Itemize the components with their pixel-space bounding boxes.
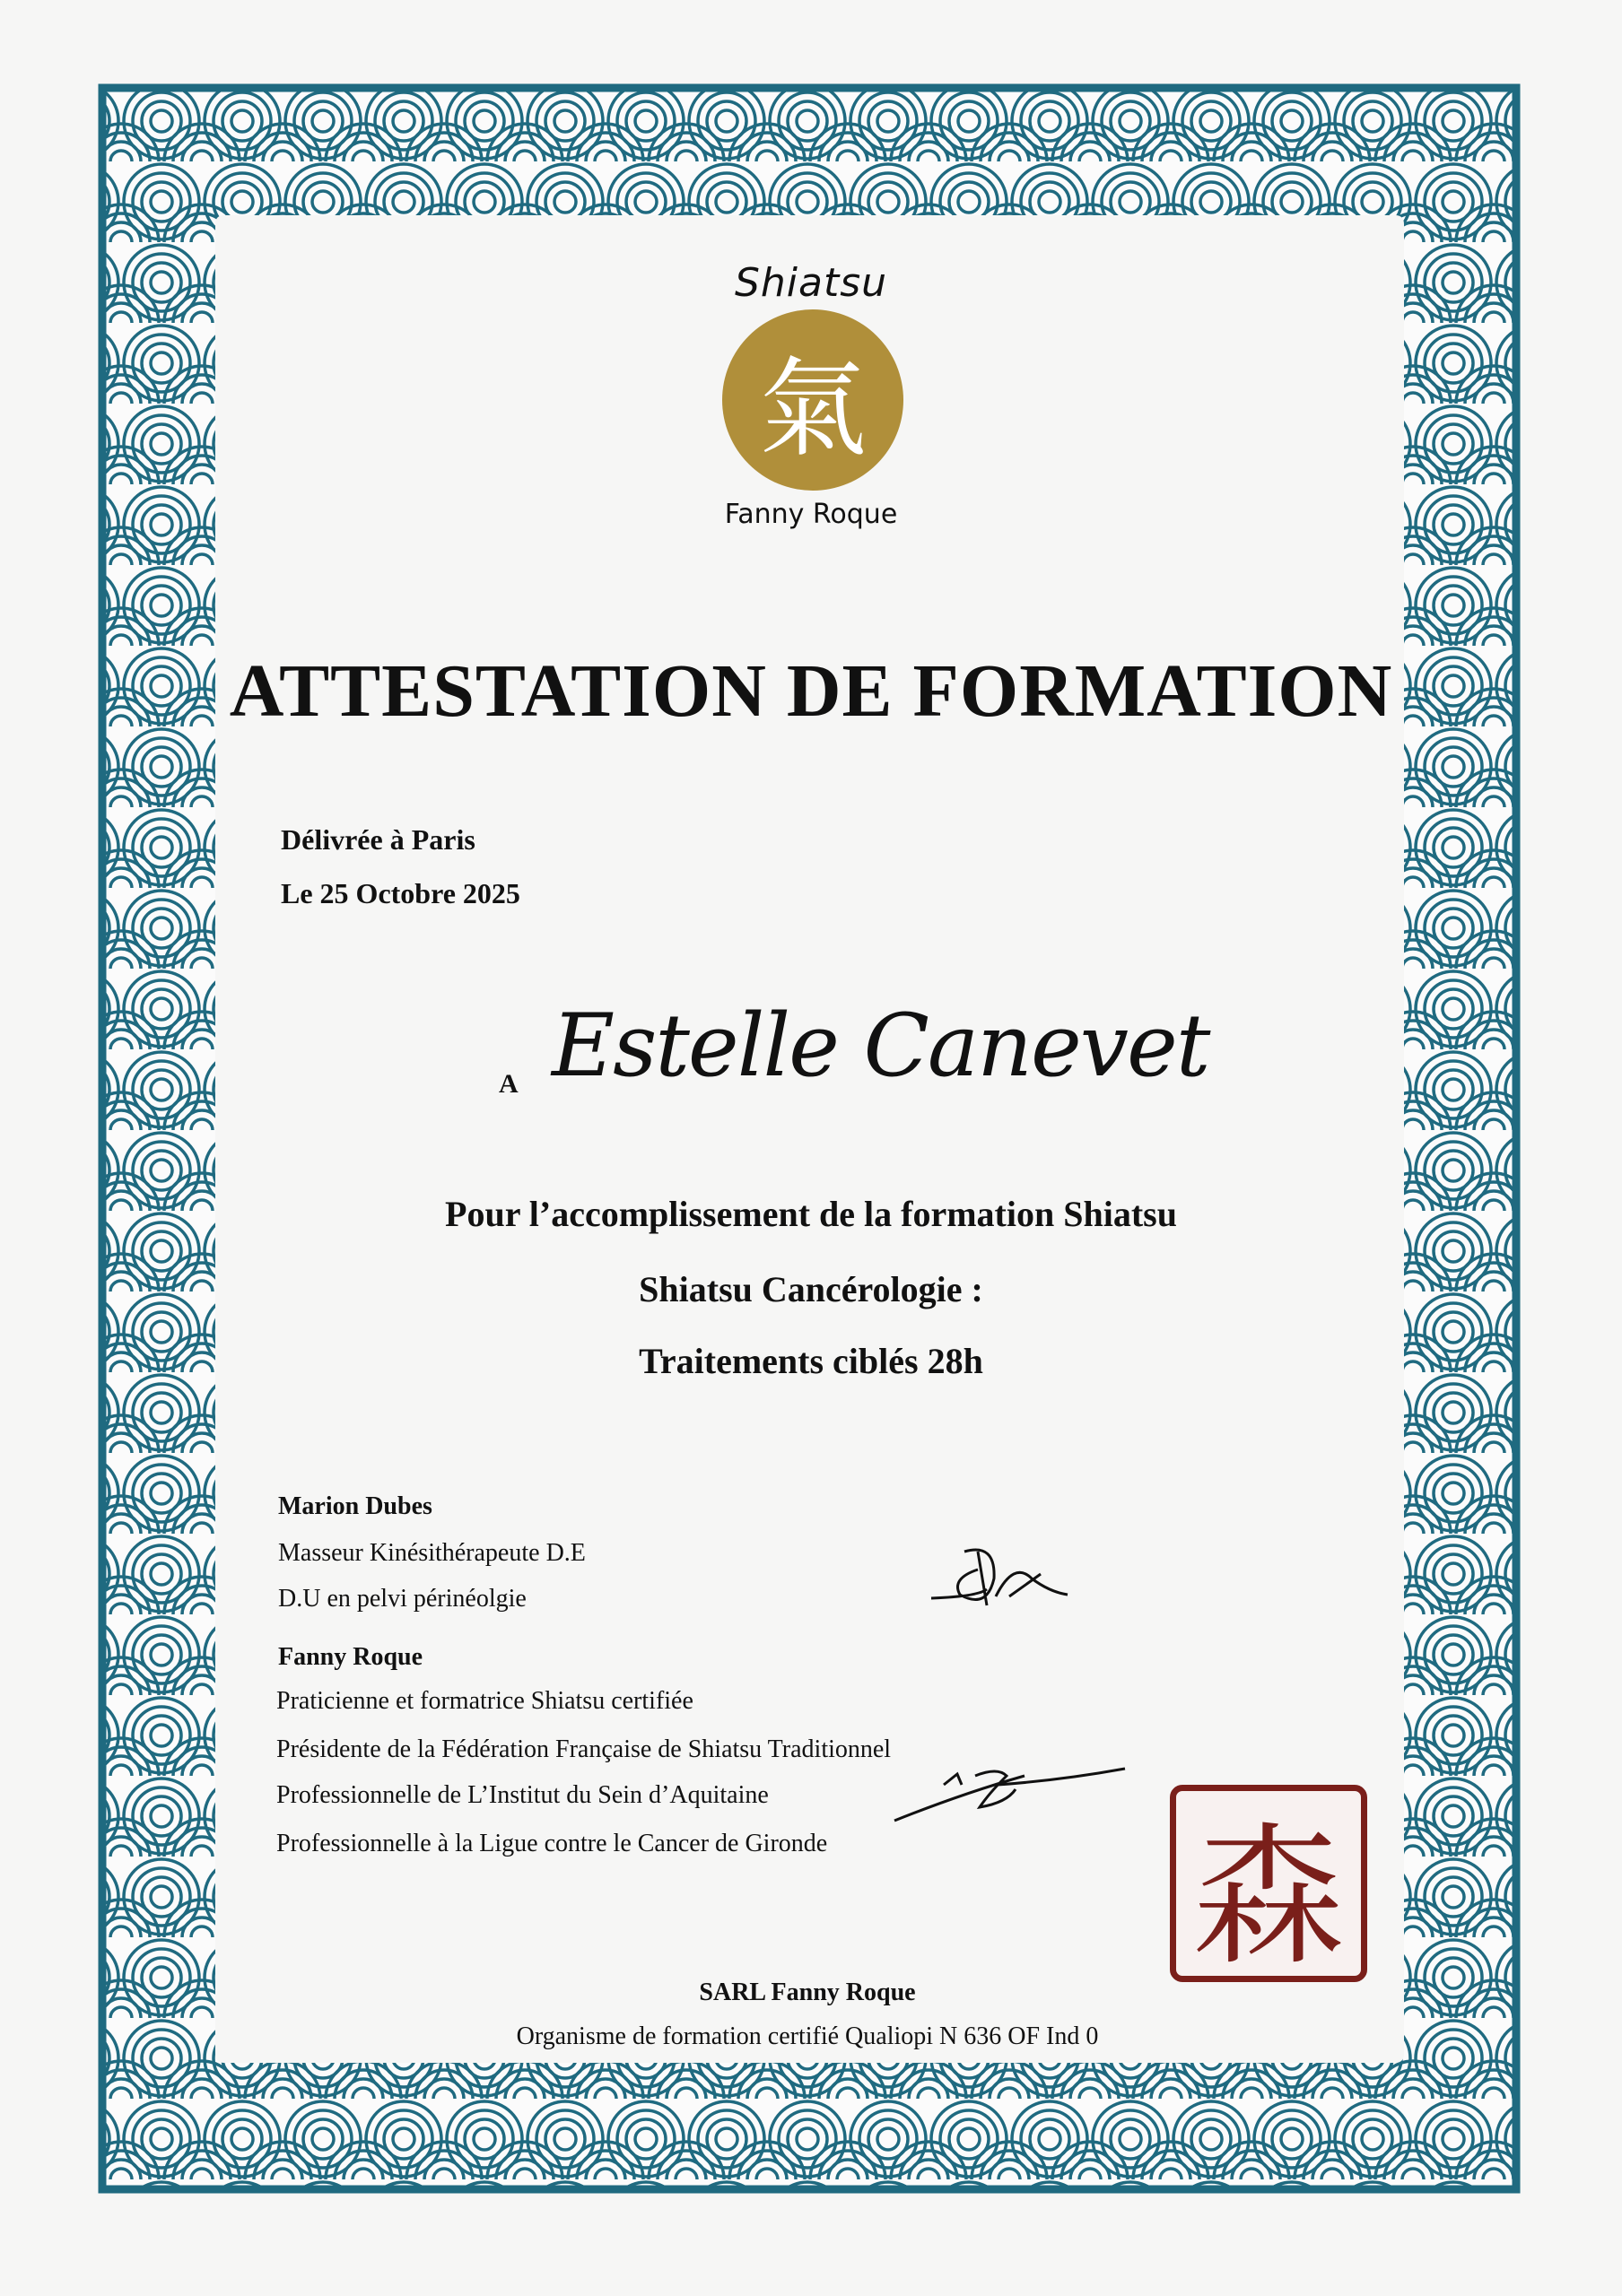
page-title: ATTESTATION DE FORMATION [229, 649, 1393, 733]
seal-character: 森 [1191, 1808, 1345, 1987]
footer-company: SARL Fanny Roque [699, 1979, 916, 2006]
logo-name: Fanny Roque [724, 499, 898, 530]
signature-fanny-roque [890, 1758, 1132, 1830]
issued-date: Le 25 Octobre 2025 [281, 877, 520, 909]
footer-certification: Organisme de formation certifié Qualiopi N 636 OF Ind 0 [516, 2022, 1099, 2050]
recipient-prefix: A [499, 1069, 519, 1099]
course-line-3: Traitements ciblés 28h [639, 1341, 983, 1381]
signatory-2-title: Praticienne et formatrice Shiatsu certifiée [276, 1687, 693, 1715]
signatory-1-title: D.U en pelvi périnéolgie [278, 1585, 527, 1613]
issued-place: Délivrée à Paris [281, 823, 475, 856]
logo-shiatsu-word: Shiatsu [734, 260, 888, 306]
signatory-2-title: Présidente de la Fédération Française de Shiatsu Traditionnel [276, 1735, 892, 1763]
logo-kanji: 氣 [759, 347, 867, 472]
signatory-1-name: Marion Dubes [278, 1492, 432, 1520]
logo-kanji-circle [722, 309, 903, 491]
signatory-2-title: Professionnelle à la Ligue contre le Cancer de Gironde [276, 1830, 828, 1857]
red-seal-stamp [1170, 1785, 1367, 1987]
signatory-2-title: Professionnelle de L’Institut du Sein d’Aquitaine [276, 1781, 769, 1809]
signature-marion-dubes [924, 1543, 1077, 1619]
course-line-2: Shiatsu Cancérologie : [639, 1269, 983, 1309]
signatory-2-name: Fanny Roque [278, 1643, 423, 1671]
course-line-1: Pour l’accomplissement de la formation Shiatsu [445, 1194, 1177, 1234]
signatory-1-title: Masseur Kinésithérapeute D.E [278, 1539, 586, 1567]
recipient-name: Estelle Canevet [552, 996, 1209, 1096]
